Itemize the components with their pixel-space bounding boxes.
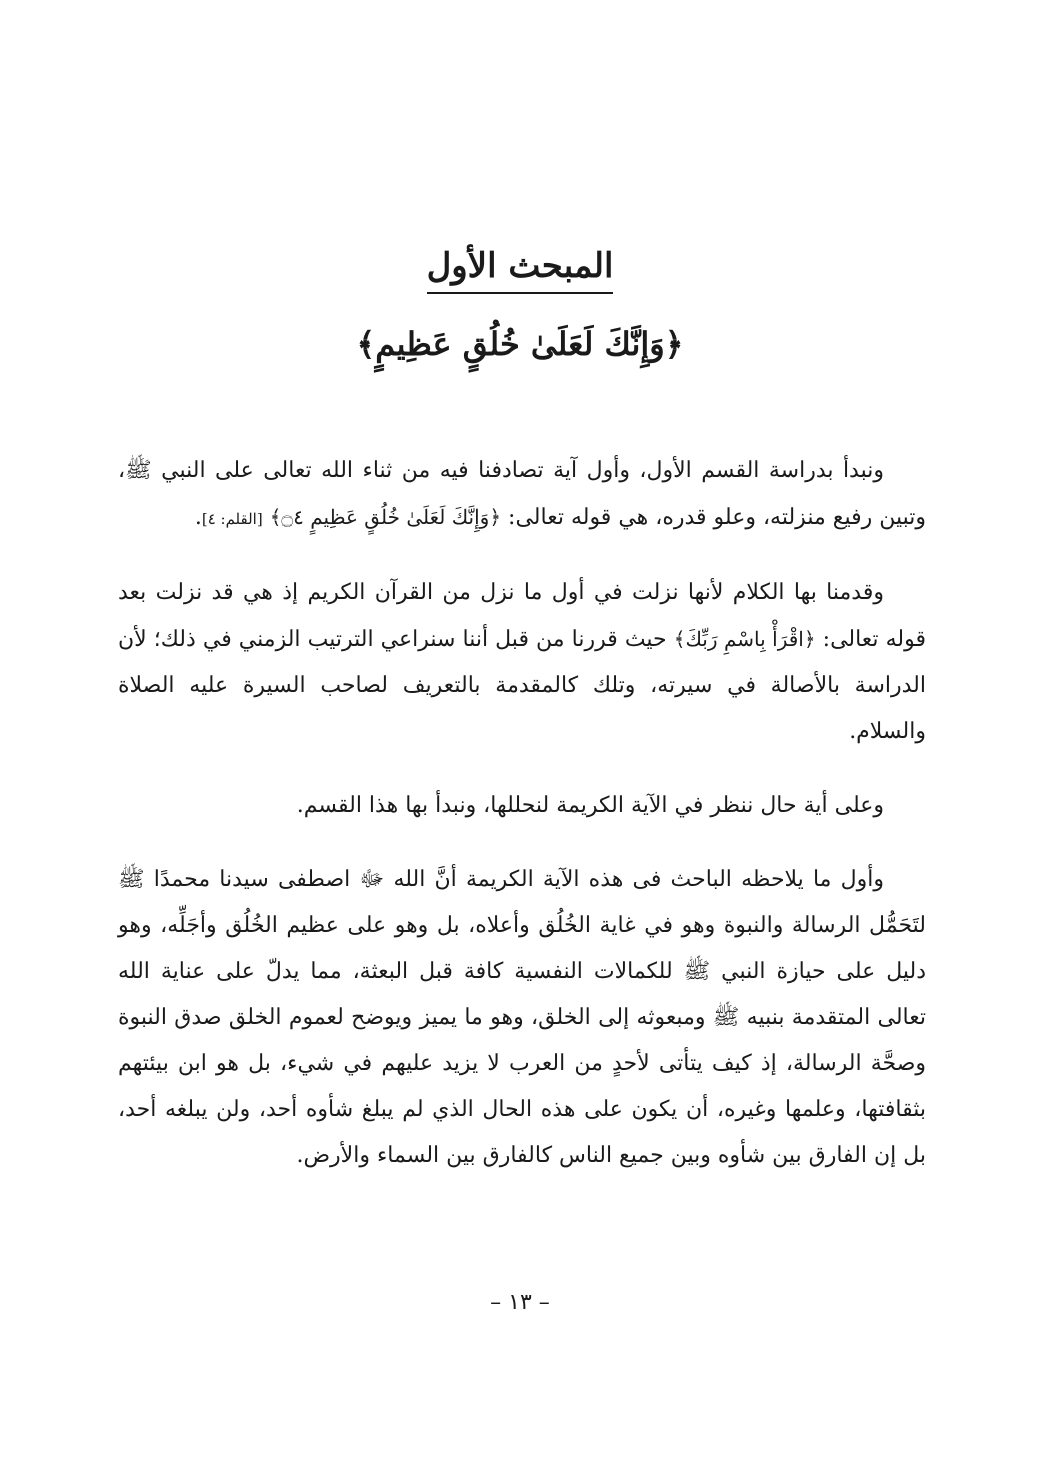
section-verse-heading: ﴿وَإِنَّكَ لَعَلَىٰ خُلُقٍ عَظِيمٍ﴾ <box>356 325 684 363</box>
paragraph-2-text-start: وقدمنا بها الكلام لأنها نزلت في أول ما نزل من القرآن الكريم إذ هي قد نزلت بعد قوله تعالى: <box>118 580 926 652</box>
paragraph-1 <box>118 448 926 542</box>
paragraph-1-text: ونبدأ بدراسة القسم الأول، وأول آية تصادفنا فيه من ثناء الله تعالى على النبي ﷺ، وتبين رفيع منزلته، وعلو قدره، هي قوله تعالى: <box>118 458 926 530</box>
paragraph-1-end: . <box>194 505 202 530</box>
body-text <box>118 448 926 1207</box>
section-heading <box>0 244 1040 294</box>
paragraph-1-verse: ﴿وَإِنَّكَ لَعَلَىٰ خُلُقٍ عَظِيمٍ ۝٤﴾ <box>269 505 502 529</box>
paragraph-3: وعلى أية حال ننظر في الآية الكريمة لنحللها، ونبدأ بها هذا القسم. <box>296 793 884 818</box>
paragraph-4: وأول ما يلاحظه الباحث فى هذه الآية الكريمة أنَّ الله ﷻ اصطفى سيدنا محمدًا ﷺ لتَحَمُّل الرسالة والنبوة وهو في غاية الخُلُق وأعلاه، بل وهو على عظيم الخُلُق وأجَلِّه، وهو دليل على حيازة النبي ﷺ للكمالات النفسية كافة قبل البعثة، مما يدلّ على عناية الله تعالى المتقدمة بنبيه ﷺ ومبعوثه إلى الخلق، وهو ما يميز ويوضح لعموم الخلق صدق النبوة وصحَّة الرسالة، إذ كيف يتأتى لأحدٍ من العرب لا يزيد عليهم في شيء، بل هو ابن بيئتهم بثقافتها، وعلمها وغيره، أن يكون على هذه الحال الذي لم يبلغ شأوه أحد، ولن يبلغه أحد، بل إن الفارق بين شأوه وبين جميع الناس كالفارق بين السماء والأرض. <box>118 867 926 1168</box>
paragraph-2-text-end: حيث قررنا من قبل أننا سنراعي الترتيب الزمني في ذلك؛ لأن الدراسة بالأصالة في سيرته، وتلك كالمقدمة بالتعريف لصاحب السيرة عليه الصلاة والسلام. <box>118 627 926 744</box>
paragraph-2 <box>118 570 926 755</box>
page-number: – ١٣ – <box>490 1290 550 1315</box>
paragraph-1-reference: [القلم: ٤] <box>201 510 263 528</box>
paragraph-2-verse: ﴿اقْرَأْ بِاسْمِ رَبِّكَ﴾ <box>673 627 816 651</box>
section-title: المبحث الأول <box>427 244 614 294</box>
